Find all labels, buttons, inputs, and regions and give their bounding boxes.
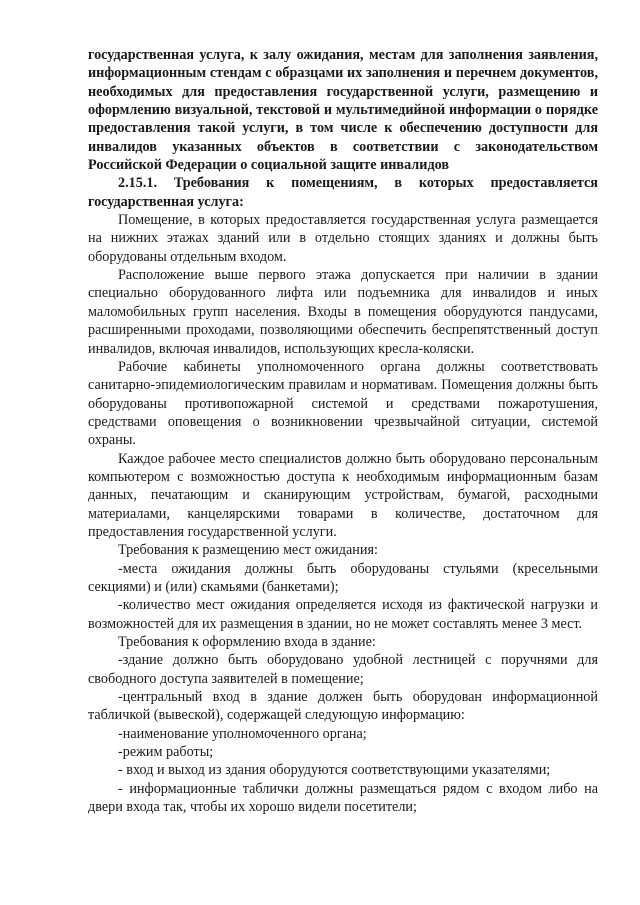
paragraph-workplace: Каждое рабочее место специалистов должно быть оборудовано персональным компьютером с возможностью доступа к необходимым информационным базам данных, печатающим и сканирующим устройствам, бумагой, расходными материалами, канцелярскими товарами в количестве, достаточном для предоставления государственной услуги. [88, 450, 598, 540]
list-item-work-hours: -режим работы; [118, 744, 214, 761]
section-heading: 2.15.1. Требования к помещениям, в которых предоставляется государственная услуга: [88, 175, 598, 210]
list-item-stairs: -здание должно быть оборудовано удобной лестницей с поручнями для свободного доступа заявителей в помещение; [88, 652, 598, 687]
list-item-organ-name: -наименование уполномоченного органа; [118, 725, 367, 742]
list-item-seat-count: -количество мест ожидания определяется исходя из фактической нагрузки и возможностей для их размещения в здании, но не может составлять менее 3 мест. [88, 597, 598, 632]
list-item-signs: - вход и выход из здания оборудуются соответствующими указателями; [118, 762, 551, 779]
list-item-info-sign: -центральный вход в здание должен быть оборудован информационной табличкой (вывеской), содержащей следующую информацию: [88, 689, 598, 724]
list-item-plates-placement: - информационные таблички должны размещаться рядом с входом либо на двери входа так, чтобы их хорошо видели посетители; [88, 780, 598, 816]
paragraph-premises: Помещение, в которых предоставляется государственная услуга размещается на нижних этажах зданий или в отдельно стоящих зданиях и должны быть оборудованы отдельным входом. [88, 212, 598, 265]
document-body [88, 46, 598, 816]
intro-bold-paragraph: государственная услуга, к залу ожидания, местам для заполнения заявления, информационным стендам с образцами их заполнения и перечнем документов, необходимых для предоставления государственной услуги, размещению и оформлению визуальной, текстовой и мультимедийной информации о порядке предоставления такой услуги, в том числе к обеспечению доступности для инвалидов указанных объектов в соответствии с законодательством Российской Федерации о социальной защите инвалидов [88, 47, 598, 174]
paragraph-work-rooms: Рабочие кабинеты уполномоченного органа должны соответствовать санитарно-эпидемиологическим правилам и нормативам. Помещения должны быть оборудованы противопожарной системой и средствами пожаротушения, средствами оповещения о возникновении чрезвычайной ситуации, системой охраны. [88, 358, 598, 449]
paragraph-floor-location: Расположение выше первого этажа допускается при наличии в здании специально оборудованного лифта или подъемника для инвалидов и иных маломобильных групп населения. Входы в помещения оборудуются пандусами, расширенными проходами, позволяющими обеспечить беспрепятственный доступ инвалидов, включая инвалидов, использующих кресла-коляски. [88, 267, 598, 357]
list-item-seating: -места ожидания должны быть оборудованы стульями (кресельными секциями) и (или) скамьями (банкетами); [88, 560, 598, 595]
paragraph-waiting-requirements: Требования к размещению мест ожидания: [118, 542, 378, 559]
paragraph-entrance-requirements: Требования к оформлению входа в здание: [118, 634, 376, 650]
